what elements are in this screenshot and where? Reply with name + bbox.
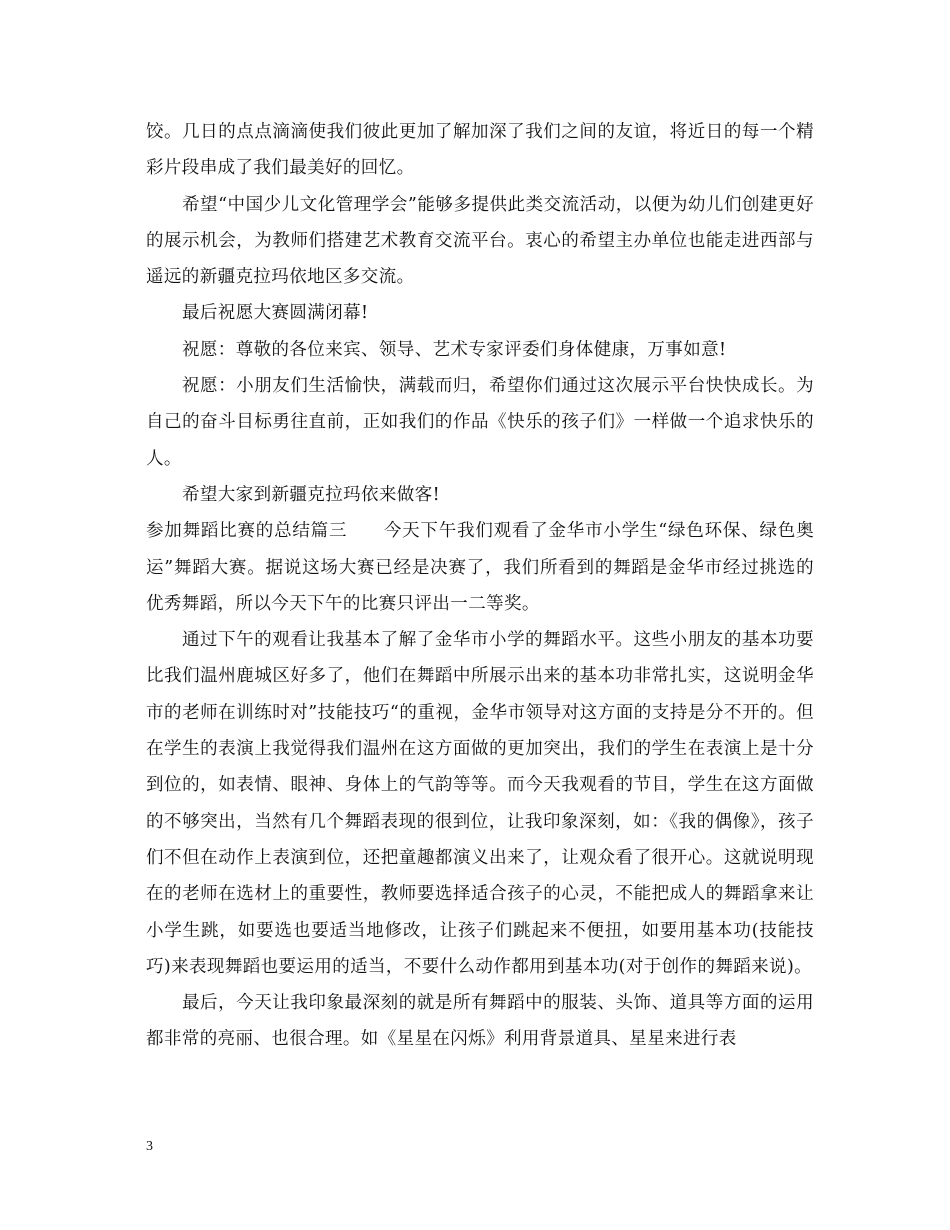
- body-paragraph: 通过下午的观看让我基本了解了金华市小学的舞蹈水平。这些小朋友的基本功要比我们温州鹿城区好多了，他们在舞蹈中所展示出来的基本功非常扎实，这说明金华市的老师在训练时对”技能技巧“的重视，金华市领导对这方面的支持是分不开的。但在学生的表演上我觉得我们温州在这方面做的更加突出，我们的学生在表演上是十分到位的，如表情、眼神、身体上的气韵等等。而今天我观看的节目，学生在这方面做的不够突出，当然有几个舞蹈表现的很到位，让我印象深刻，如：《我的偶像》，孩子们不但在动作上表演到位，还把童趣都演义出来了，让观众看了很开心。这就说明现在的老师在选材上的重要性，教师要选择适合孩子的心灵，不能把成人的舞蹈拿来让小学生跳，如要选也要适当地修改，让孩子们跳起来不便扭，如要用基本功(技能技巧)来表现舞蹈也要运用的适当，不要什么动作都用到基本功(对于创作的舞蹈来说)。: [146, 630, 814, 977]
- body-paragraph: 饺。几日的点点滴滴使我们彼此更加了解加深了我们之间的友谊，将近日的每一个精彩片段串成了我们最美好的回忆。: [146, 122, 814, 179]
- section-heading-paragraph: 参加舞蹈比赛的总结篇三 今天下午我们观看了金华市小学生“绿色环保、绿色奥运”舞蹈大赛。据说这场大赛已经是决赛了，我们所看到的舞蹈是金华市经过挑选的优秀舞蹈，所以今天下午的比赛只评出一二等奖。: [146, 521, 814, 614]
- page-number: 3: [146, 1139, 153, 1154]
- body-paragraph: 祝愿：尊敬的各位来宾、领导、艺术专家评委们身体健康，万事如意!: [182, 339, 727, 360]
- body-paragraph: 祝愿：小朋友们生活愉快，满载而归，希望你们通过这次展示平台快快成长。为自己的奋斗目标勇往直前，正如我们的作品《快乐的孩子们》一样做一个追求快乐的人。: [146, 376, 814, 469]
- body-paragraph: 希望“中国少儿文化管理学会”能够多提供此类交流活动，以便为幼儿们创建更好的展示机会，为教师们搭建艺术教育交流平台。衷心的希望主办单位也能走进西部与遥远的新疆克拉玛依地区多交流。: [146, 194, 814, 288]
- body-paragraph: 希望大家到新疆克拉玛依来做客!: [182, 484, 441, 505]
- document-body: [146, 114, 814, 1058]
- body-paragraph: 最后，今天让我印象最深刻的就是所有舞蹈中的服装、头饰、道具等方面的运用都非常的亮丽、也很合理。如《星星在闪烁》利用背景道具、星星来进行表: [146, 993, 814, 1050]
- body-paragraph: 最后祝愿大赛圆满闭幕!: [182, 303, 369, 324]
